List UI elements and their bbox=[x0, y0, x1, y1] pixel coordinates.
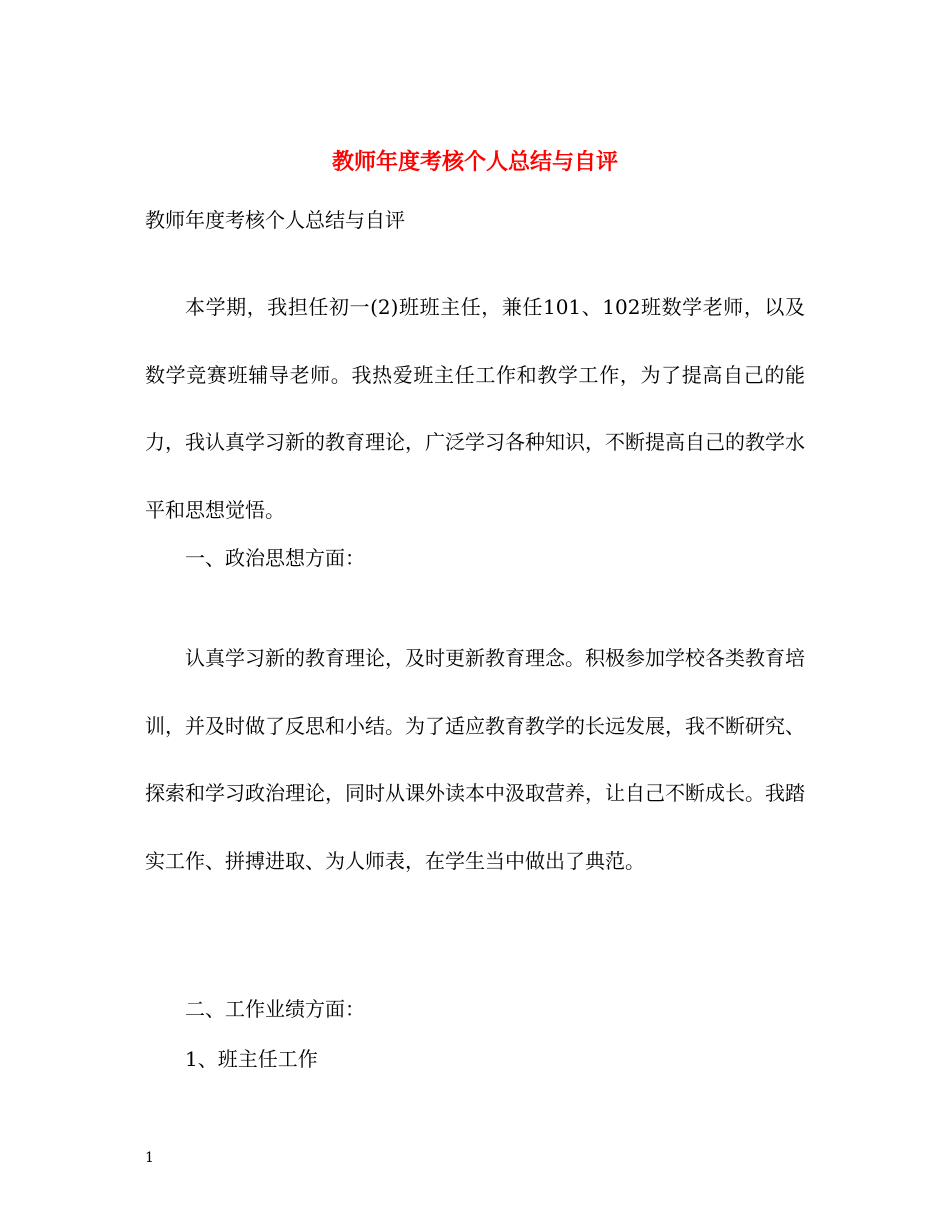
paragraph-intro: 本学期，我担任初一(2)班班主任，兼任101、102班数学老师，以及数学竞赛班辅导老师。我热爱班主任工作和教学工作，为了提高自己的能力，我认真学习新的教育理论，广泛学习各种知识，不断提高自己的教学水平和思想觉悟。 bbox=[145, 295, 805, 522]
document-title: 教师年度考核个人总结与自评 bbox=[331, 149, 618, 175]
paragraph-political: 认真学习新的教育理论，及时更新教育理念。积极参加学校各类教育培训，并及时做了反思和小结。为了适应教育教学的长远发展，我不断研究、探索和学习政治理论，同时从课外读本中汲取营养，让自己不断成长。我踏实工作、拼搏进取、为人师表，在学生当中做出了典范。 bbox=[145, 646, 805, 873]
document-subtitle: 教师年度考核个人总结与自评 bbox=[145, 208, 405, 232]
section-heading-work: 二、工作业绩方面： bbox=[185, 997, 365, 1021]
page-number: 1 bbox=[145, 1150, 154, 1166]
section-heading-political: 一、政治思想方面： bbox=[185, 546, 365, 570]
subsection-heading-class-teacher: 1、班主任工作 bbox=[185, 1047, 318, 1071]
